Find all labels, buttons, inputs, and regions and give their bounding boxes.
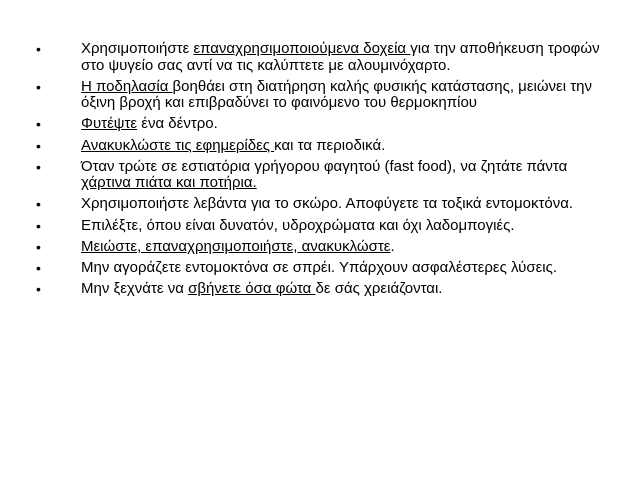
list-item xyxy=(36,41,608,74)
bullet-icon: • xyxy=(36,41,41,57)
list-item xyxy=(36,281,608,298)
underlined-text: επαναχρησιμοποιούμενα δοχεία xyxy=(193,40,411,57)
underlined-text: Η ποδηλασία xyxy=(81,77,173,95)
bullet-icon: • xyxy=(36,137,41,154)
item-text: Χρησιμοποιήστε λεβάντα για το σκώρο. Αποφύγετε τα τοξικά εντομοκτόνα. xyxy=(81,195,574,213)
list-item xyxy=(36,116,608,133)
list-item xyxy=(36,239,608,256)
item-text: Επιλέξτε, όπου είναι δυνατόν, υδροχρώματα και όχι λαδομπογιές. xyxy=(81,216,515,234)
item-text: Χρησιμοποιήστε xyxy=(81,40,194,57)
underlined-text: χάρτινα πιάτα και ποτήρια. xyxy=(81,174,257,192)
item-text: ένα δέντρο. xyxy=(137,115,218,133)
bullet-icon: • xyxy=(36,78,41,95)
item-text: Μην ξεχνάτε να xyxy=(81,280,189,298)
list-item xyxy=(36,218,608,235)
list-item xyxy=(36,196,608,213)
item-text: δε σάς χρειάζονται. xyxy=(315,280,443,298)
item-text: και τα περιοδικά. xyxy=(274,136,386,154)
list-item xyxy=(36,159,608,192)
list-item xyxy=(36,138,608,155)
bullet-icon: • xyxy=(36,281,41,298)
underlined-text: Ανακυκλώστε τις εφημερίδες xyxy=(81,136,275,154)
list-item xyxy=(36,260,608,277)
bullet-icon: • xyxy=(36,116,41,133)
underlined-text: Φυτέψτε xyxy=(81,115,138,133)
item-text: βοηθάει στη διατήρηση καλής φυσικής κατάστασης, μειώνει την όξινη βροχή και επιβραδύνει το φαινόμενο του θερμοκηπίου xyxy=(81,77,593,112)
item-text: για την αποθήκευση τροφών στο ψυγείο σας αντί να τις καλύπτετε με αλουμινόχαρτο. xyxy=(81,40,600,74)
bullet-icon: • xyxy=(36,217,41,234)
bullet-list xyxy=(36,41,608,302)
item-text: Μην αγοράζετε εντομοκτόνα σε σπρέι. Υπάρχουν ασφαλέστερες λύσεις. xyxy=(81,259,558,276)
underlined-text: σβήνετε όσα φώτα xyxy=(188,280,316,298)
item-text: Όταν τρώτε σε εστιατόρια γρήγορου φαγητού (fast food), να ζητάτε πάντα xyxy=(81,157,568,175)
bullet-icon: • xyxy=(36,158,41,175)
list-item xyxy=(36,79,608,112)
bullet-icon: • xyxy=(36,260,41,276)
bullet-icon: • xyxy=(36,196,41,213)
underlined-text: Μειώστε, επαναχρησιμοποιήστε, ανακυκλώστε xyxy=(81,237,391,255)
item-text: . xyxy=(390,237,395,255)
bullet-icon: • xyxy=(36,238,41,255)
